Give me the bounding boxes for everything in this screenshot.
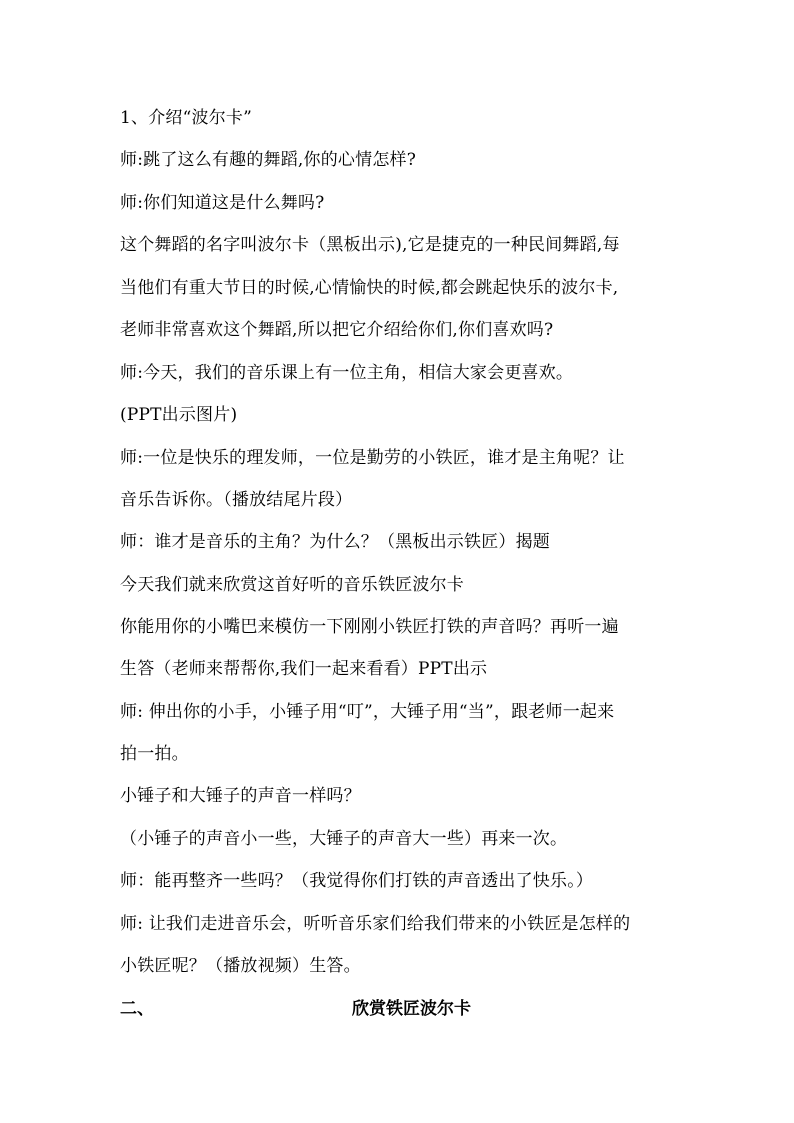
section-number: 二、 xyxy=(120,999,154,1019)
text-line: 生答（老师来帮帮你,我们一起来看看）PPT出示 xyxy=(120,659,488,679)
text-line: 当他们有重大节日的时候,心情愉快的时候,都会跳起快乐的波尔卡, xyxy=(120,278,619,298)
text-line: 你能用你的小嘴巴来模仿一下刚刚小铁匠打铁的声音吗？再听一遍 xyxy=(120,617,619,637)
text-line: 拍一拍。 xyxy=(120,744,189,764)
heading-introduce-polka: 1、介绍“波尔卡” xyxy=(120,108,252,128)
text-line: 师: 伸出你的小手，小锤子用“叮”，大锤子用“当”，跟老师一起来 xyxy=(120,702,615,722)
text-line: 小铁匠呢？（播放视频）生答。 xyxy=(120,956,361,976)
text-line: 师：谁才是音乐的主角？为什么？（黑板出示铁匠）揭题 xyxy=(120,532,550,552)
text-line: 音乐告诉你。（播放结尾片段） xyxy=(120,490,353,510)
text-line: 师: 让我们走进音乐会，听听音乐家们给我们带来的小铁匠是怎样的 xyxy=(120,914,631,934)
text-line: 师:今天，我们的音乐课上有一位主角，相信大家会更喜欢。 xyxy=(120,363,574,383)
text-line: 师:你们知道这是什么舞吗? xyxy=(120,193,325,213)
text-line: 师:跳了这么有趣的舞蹈,你的心情怎样? xyxy=(120,150,417,170)
text-line: 老师非常喜欢这个舞蹈,所以把它介绍给你们,你们喜欢吗? xyxy=(120,320,554,340)
text-line: 师：能再整齐一些吗？（我觉得你们打铁的声音透出了快乐。） xyxy=(120,871,594,891)
section-title: 欣赏铁匠波尔卡 xyxy=(352,999,471,1019)
text-line: 师:一位是快乐的理发师，一位是勤劳的小铁匠，谁才是主角呢？让 xyxy=(120,448,625,468)
text-line: 这个舞蹈的名字叫波尔卡（黑板出示),它是捷克的一种民间舞蹈,每 xyxy=(120,235,620,255)
text-line: 今天我们就来欣赏这首好听的音乐铁匠波尔卡 xyxy=(120,575,464,595)
text-line: (PPT出示图片) xyxy=(120,405,238,425)
text-line: 小锤子和大锤子的声音一样吗？ xyxy=(120,786,361,806)
text-line: （小锤子的声音小一些，大锤子的声音大一些）再来一次。 xyxy=(120,829,568,849)
